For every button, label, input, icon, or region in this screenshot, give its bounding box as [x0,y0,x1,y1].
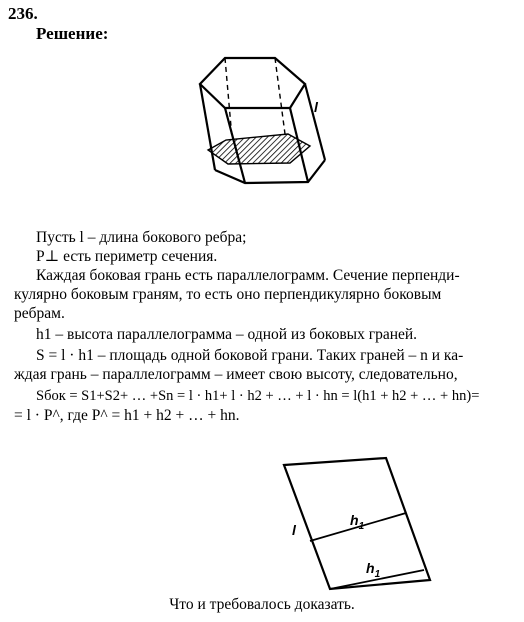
text-line-9: Sбок = S1+S2+ … +Sn = l · h1+ l · h2 + … + l · hn = l(h1 + h2 + … + hn)= [36,388,480,404]
text-line-10: = l · P^, где P^ = h1 + h2 + … + hn. [14,407,240,424]
solution-heading: Решение: [36,24,109,43]
text-line-5: ребрам. [14,305,65,322]
text-line-1: Пусть l – длина бокового ребра; [36,229,247,246]
problem-number: 236. [8,4,38,23]
parallelogram-h1-bottom-label: $h_1$ [366,560,381,580]
prism-edge-label: l [314,99,318,115]
text-line-6: h1 – высота параллелограмма – одной из боковых граней. [36,326,418,343]
text-line-2: P⊥ есть периметр сечения. [36,248,218,265]
prism-top-face [200,58,305,108]
prism-section [208,134,310,164]
text-line-8: ждая грань – параллелограмм – имеет свою высоту, следовательно, [14,366,458,383]
conclusion: Что и требовалось доказать. [169,596,355,613]
text-line-7: S = l · h1 – площадь одной боковой грани. Таких граней – n и ка- [36,347,464,364]
parallelogram-h1-top-label: $h_1$ [350,512,365,532]
prism-figure [190,50,340,215]
parallelogram-side-label: l [292,522,296,538]
parallelogram-figure [270,455,440,595]
text-line-3: Каждая боковая грань есть параллелограмм. Сечение перпенди- [36,267,460,284]
text-line-4: кулярно боковым граням, то есть оно перпендикулярно боковым [14,286,442,303]
